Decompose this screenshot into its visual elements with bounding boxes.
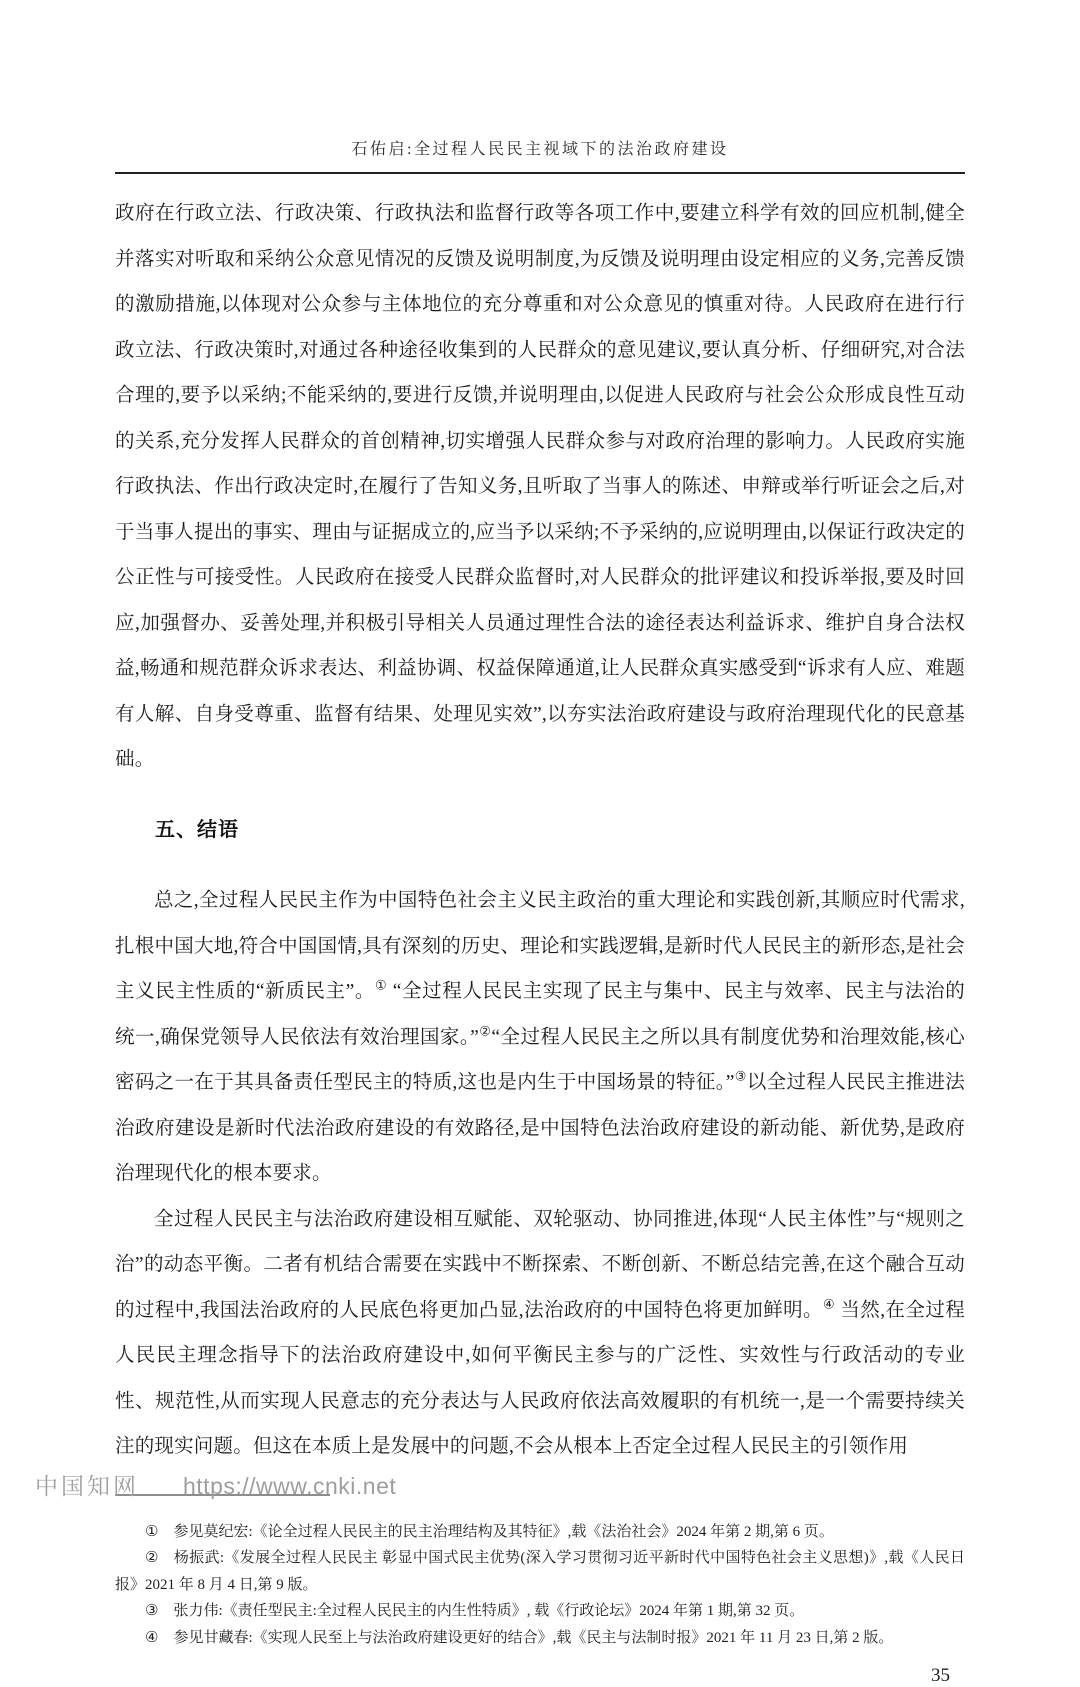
footnote-ref: ② — [479, 1023, 492, 1038]
footnote-marker: ② — [145, 1550, 159, 1566]
footnote-item — [115, 1519, 965, 1546]
running-header — [115, 0, 965, 174]
page-number: 35 — [931, 1665, 950, 1686]
footnote-ref: ③ — [734, 1068, 747, 1084]
header-rule — [115, 172, 965, 174]
footnote-text: 杨振武:《发展全过程人民民主 彰显中国式民主优势(深入学习贯彻习近平新时代中国特色社会主义思想)》,载《人民日报》2021 年 8 月 4 日,第 9 版。 — [115, 1550, 965, 1593]
body-paragraph: 政府在行政立法、行政决策、行政执法和监督行政等各项工作中,要建立科学有效的回应机制,健全并落实对听取和采纳公众意见情况的反馈及说明制度,为反馈及说明理由设定相应的义务,完善反馈的激励措施,以体现对公众参与主体地位的充分尊重和对公众意见的慎重对待。人民政府在进行行政立法、行政决策时,对通过各种途径收集到的人民群众的意见建议,要认真分析、仔细研究,对合法合理的,要予以采纳;不能采纳的,要进行反馈,并说明理由,以促进人民政府与社会公众形成良性互动的关系,充分发挥人民群众的首创精神,切实增强人民群众参与对政府治理的影响力。人民政府实施行政执法、作出行政决定时,在履行了告知义务,且听取了当事人的陈述、申辩或举行听证会之后,对于当事人提出的事实、理由与证据成立的,应当予以采纳;不予采纳的,应说明理由,以保证行政决定的公正性与可接受性。人民政府在接受人民群众监督时,对人民群众的批评建议和投诉举报,要及时回应,加强督办、妥善处理,并积极引导相关人员通过理性合法的途径表达利益诉求、维护自身合法权益,畅通和规范群众诉求表达、利益协调、权益保障通道,让人民群众真实感受到“诉求有人应、难题有人解、自身受尊重、监督有结果、处理见实效”,以夯实法治政府建设与政府治理现代化的民意基础。 — [115, 203, 965, 770]
article-body — [115, 191, 965, 1470]
footnote-item — [115, 1625, 965, 1652]
body-paragraph: 全过程人民民主与法治政府建设相互赋能、双轮驱动、协同推进,体现“人民主体性”与“规则之治”的动态平衡。二者有机结合需要在实践中不断探索、不断创新、不断总结完善,在这个融合互动的过程中,我国法治政府的人民底色将更加凸显,法治政府的中国特色将更加鲜明。④ 当然,在全过程人民民主理念指导下的法治政府建设中,如何平衡民主参与的广泛性、实效性与行政活动的专业性、规范性,从而实现人民意志的充分表达与人民政府依法高效履职的有机统一,是一个需要持续关注的现实问题。但这在本质上是发展中的问题,不会从根本上否定全过程人民民主的引领作用 — [115, 1208, 966, 1457]
body-paragraph: 总之,全过程人民民主作为中国特色社会主义民主政治的重大理论和实践创新,其顺应时代需求,扎根中国大地,符合中国国情,具有深刻的历史、理论和实践逻辑,是新时代人民民主的新形态,是社会主义民主性质的“新质民主”。① “全过程人民民主实现了民主与集中、民主与效率、民主与法治的统一,确保党领导人民依法有效治理国家。”②“全过程人民民主之所以具有制度优势和治理效能,核心密码之一在于其具备责任型民主的特质,这也是内生于中国场景的特征。”③以全过程人民民主推进法治政府建设是新时代法治政府建设的有效路径,是中国特色法治政府建设的新动能、新优势,是政府治理现代化的根本要求。 — [115, 890, 966, 1184]
watermark-url: https://www.cnki.net — [183, 1473, 397, 1499]
page-content — [115, 0, 965, 1687]
running-header-title: 石佑启:全过程人民民主视域下的法治政府建设 — [351, 141, 729, 158]
footnote-marker: ④ — [145, 1629, 159, 1646]
footnote-marker: ① — [145, 1523, 159, 1540]
footnote-text: 张力伟:《责任型民主:全过程人民民主的内生性特质》, 载《行政论坛》2024 年第 1 期,第 32 页。 — [173, 1603, 805, 1619]
section-heading: 五、结语 — [155, 818, 239, 841]
footnote-marker: ③ — [145, 1603, 159, 1619]
footnote-ref: ④ — [822, 1296, 836, 1311]
watermark-site-name: 中国知网 — [35, 1473, 139, 1499]
watermark — [35, 1468, 396, 1501]
footnote-item — [115, 1598, 965, 1625]
footnote-ref: ① — [375, 977, 388, 993]
footnote-item — [115, 1545, 965, 1598]
footnote-text: 参见莫纪宏:《论全过程人民民主的民主治理结构及其特征》,载《法治社会》2024 年第 2 期,第 6 页。 — [173, 1523, 834, 1540]
footnotes — [115, 1519, 965, 1652]
footnote-text: 参见甘藏春:《实现人民至上与法治政府建设更好的结合》,载《民主与法制时报》2021 年 11 月 23 日,第 2 版。 — [173, 1629, 894, 1646]
